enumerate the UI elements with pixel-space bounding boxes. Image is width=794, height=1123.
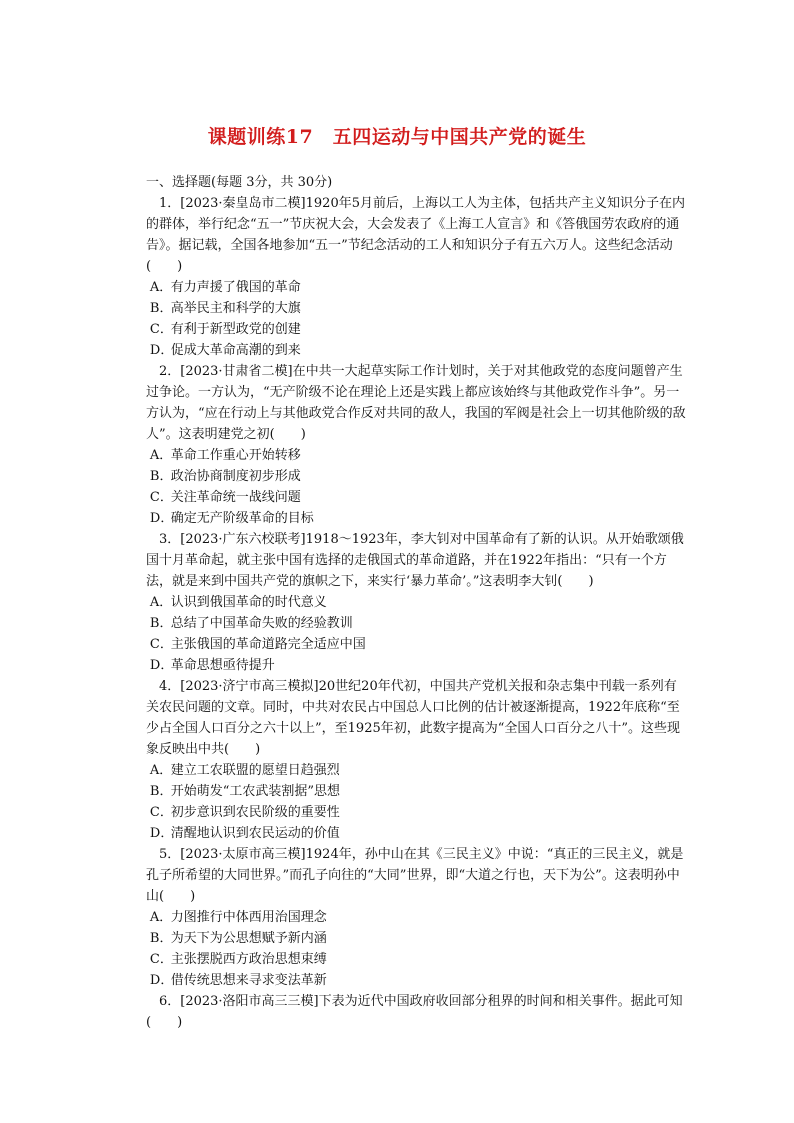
option-a: A．有力声援了俄国的革命 [149, 280, 301, 295]
option-a: A．建立工农联盟的愿望日趋强烈 [149, 763, 340, 778]
option-b: B．政治协商制度初步形成 [149, 469, 301, 484]
page-title: 课题训练17 五四运动与中国共产党的诞生 [207, 126, 587, 148]
question-stem: 4．[2023·济宁市高三模拟]20世纪20年代初，中国共产党机关报和杂志集中刊载一系列有关农民问题的文章。同时，中共对农民占中国总人口比例的估计被逐渐提高，1922年底称“至少占全国人口百分之六十以上”，至1925年初，此数字提高为“全国人口百分之八十”。这些现象反映出中共( ) [146, 679, 681, 757]
option-b: B．为天下为公思想赋予新内涵 [149, 931, 327, 946]
document-body [146, 172, 688, 1033]
question-1 [146, 193, 688, 361]
option-a: A．认识到俄国革命的时代意义 [149, 595, 327, 610]
option-a: A．革命工作重心开始转移 [149, 448, 301, 463]
question-3 [146, 529, 688, 676]
option-c: C．主张摆脱西方政治思想束缚 [149, 952, 327, 967]
question-stem: 5．[2023·太原市高三模]1924年，孙中山在其《三民主义》中说：“真正的三民主义，就是孔子所希望的大同世界。”而孔子向往的“大同”世界，即“大道之行也，天下为公”。这表明孙中山( ) [146, 847, 684, 904]
option-d: D．促成大革命高潮的到来 [149, 343, 301, 358]
option-b: B．总结了中国革命失败的经验教训 [149, 616, 353, 631]
option-c: C．有利于新型政党的创建 [149, 322, 301, 337]
option-d: D．革命思想亟待提升 [149, 658, 275, 673]
option-c: C．主张俄国的革命道路完全适应中国 [149, 637, 366, 652]
option-a: A．力图推行中体西用治国理念 [149, 910, 327, 925]
option-d: D．借传统思想来寻求变法革新 [149, 973, 327, 988]
question-4 [146, 676, 688, 844]
question-2 [146, 361, 688, 529]
question-stem: 6．[2023·洛阳市高三三模]下表为近代中国政府收回部分租界的时间和相关事件。据此可知( ) [146, 994, 683, 1030]
question-stem: 1．[2023·秦皇岛市二模]1920年5月前后，上海以工人为主体，包括共产主义知识分子在内的群体，举行纪念“五一”节庆祝大会，大会发表了《上海工人宣言》和《答俄国劳农政府的通告》。据记载，全国各地参加“五一”节纪念活动的工人和知识分子有五六万人。这些纪念活动( ) [146, 196, 685, 274]
question-stem: 2．[2023·甘肃省二模]在中共一大起草实际工作计划时，关于对其他政党的态度问题曾产生过争论。一方认为，“无产阶级不论在理论上还是实践上都应该始终与其他政党作斗争”。另一方认为，“应在行动上与其他政党合作反对共同的敌人，我国的军阀是社会上一切其他阶级的敌人”。这表明建党之初( ) [146, 364, 686, 442]
section-header: 一、选择题(每题 3分，共 30分) [146, 175, 333, 190]
option-d: D．清醒地认识到农民运动的价值 [149, 826, 340, 841]
question-stem: 3．[2023·广东六校联考]1918～1923年，李大钊对中国革命有了新的认识。从开始歌颂俄国十月革命起，就主张中国有选择的走俄国式的革命道路，并在1922年指出：“只有一个方法，就是来到中国共产党的旗帜之下，来实行‘暴力革命’。”这表明李大钊( ) [146, 532, 684, 589]
option-c: C．关注革命统一战线问题 [149, 490, 301, 505]
option-b: B．高举民主和科学的大旗 [149, 301, 301, 316]
option-d: D．确定无产阶级革命的目标 [149, 511, 314, 526]
option-b: B．开始萌发“工农武装割据”思想 [149, 784, 340, 799]
question-6 [146, 991, 688, 1033]
option-c: C．初步意识到农民阶级的重要性 [149, 805, 340, 820]
question-5 [146, 844, 688, 991]
